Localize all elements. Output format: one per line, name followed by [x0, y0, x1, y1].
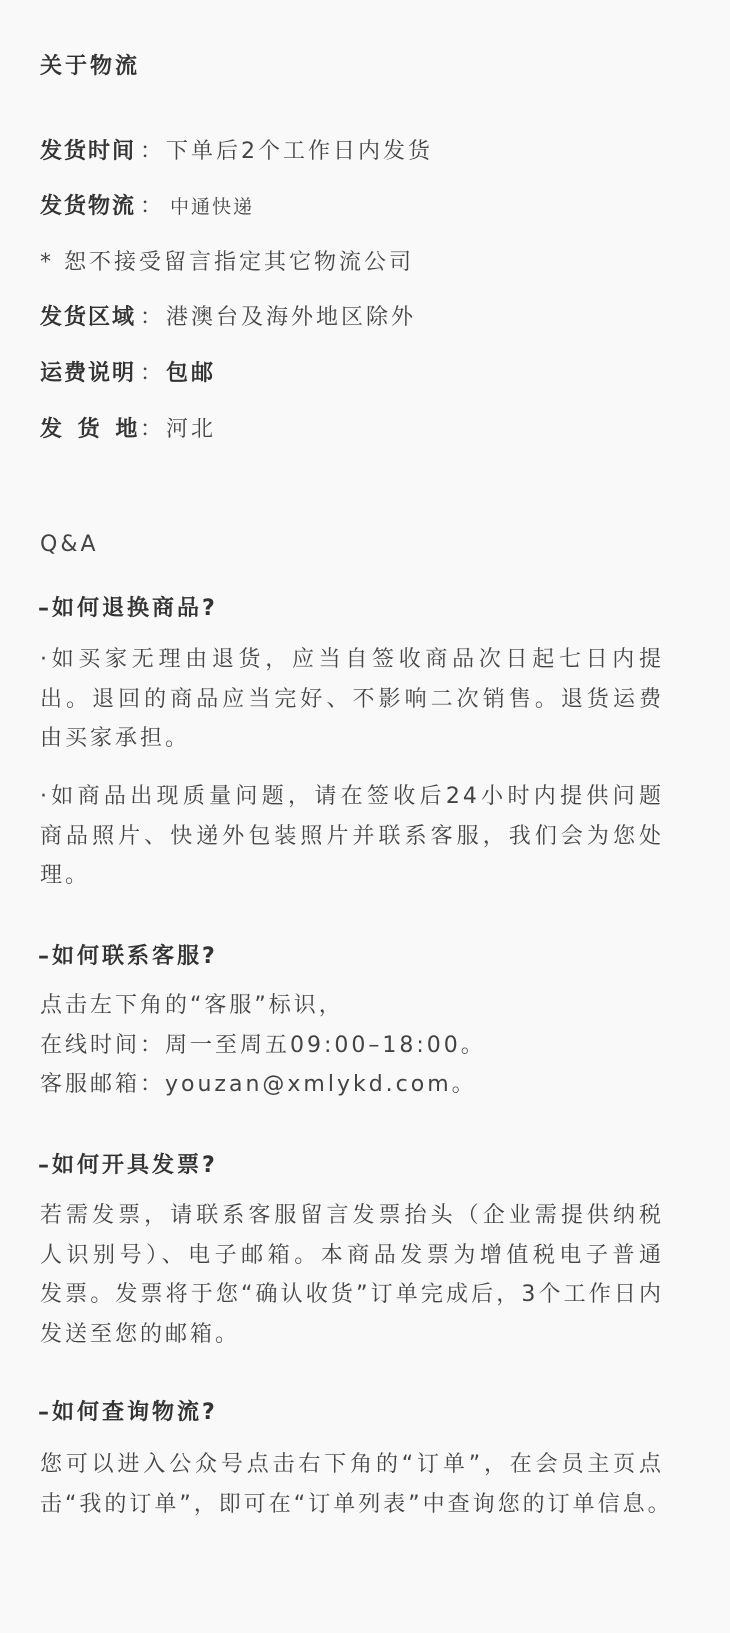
info-row-delivery-time [40, 132, 433, 172]
paragraph-line: 由买家承担。 [40, 726, 191, 751]
paragraph-line: ·如买家无理由退货，应当自签收商品次日起七日内提 [40, 647, 664, 672]
paragraph-line: 发票。发票将于您“确认收货”订单完成后，3个工作日内 [40, 1282, 664, 1307]
answer-paragraph [40, 777, 664, 896]
question-return-exchange: –如何退换商品? [38, 596, 218, 621]
carrier-colon: ： [140, 194, 163, 219]
delivery-region-value: 港澳台及海外地区除外 [166, 305, 417, 330]
info-row-carrier-note [40, 243, 414, 283]
info-row-carrier [40, 187, 254, 227]
info-row-ship-from [40, 410, 216, 450]
logistics-title: 关于物流 [40, 54, 141, 79]
paragraph-line: 点击左下角的“客服”标识， [40, 993, 344, 1018]
question-track-shipment: –如何查询物流? [38, 1400, 218, 1425]
delivery-time-value: 下单后2个工作日内发货 [166, 139, 433, 164]
paragraph-line: 商品照片、快递外包装照片并联系客服，我们会为您处 [40, 823, 664, 849]
paragraph-line: 人识别号）、电子邮箱。本商品发票为增值税电子普通 [40, 1242, 664, 1268]
ship-from-colon: ： [140, 417, 163, 442]
delivery-region-colon: ： [140, 305, 163, 330]
delivery-time-colon: ： [140, 139, 163, 164]
info-row-delivery-region [40, 298, 416, 338]
paragraph-line: 若需发票，请联系客服留言发票抬头（企业需提供纳税 [40, 1203, 664, 1228]
shipping-fee-value: 包邮 [166, 361, 217, 386]
shipping-fee-label: 运费说明 [40, 361, 137, 386]
carrier-value: 中通快递 [170, 196, 255, 218]
carrier-label: 发货物流 [40, 194, 137, 219]
service-hours-line: 在线时间：周一至周五09:00–18:00。 [40, 1032, 486, 1058]
question-contact-service: –如何联系客服? [38, 944, 218, 969]
delivery-region-label: 发货区域 [40, 305, 137, 330]
answer-paragraph [40, 1196, 664, 1354]
answer-paragraph [40, 1445, 673, 1524]
paragraph-line: 理。 [40, 863, 91, 888]
info-row-shipping-fee [40, 354, 216, 394]
shipping-fee-colon: ： [140, 361, 163, 386]
service-email-line: 客服邮箱：youzan@xmlykd.com。 [40, 1072, 477, 1097]
paragraph-line: 发送至您的邮箱。 [40, 1321, 241, 1347]
qa-title: Q&A [40, 532, 99, 557]
paragraph-line: ·如商品出现质量问题，请在签收后24小时内提供问题 [40, 784, 664, 809]
paragraph-line: 您可以进入公众号点击右下角的“订单”，在会员主页点 [40, 1452, 664, 1477]
paragraph-line: 出。退回的商品应当完好、不影响二次销售。退货运费 [40, 686, 664, 712]
answer-paragraph [40, 986, 664, 1105]
delivery-time-label: 发货时间 [40, 139, 137, 164]
ship-from-value: 河北 [166, 417, 217, 442]
answer-paragraph [40, 640, 664, 759]
question-invoice: –如何开具发票? [38, 1153, 218, 1178]
paragraph-line: 击“我的订单”，即可在“订单列表”中查询您的订单信息。 [40, 1491, 673, 1517]
ship-from-label: 发 货 地 [40, 417, 142, 442]
carrier-note: * 恕不接受留言指定其它物流公司 [40, 250, 414, 275]
